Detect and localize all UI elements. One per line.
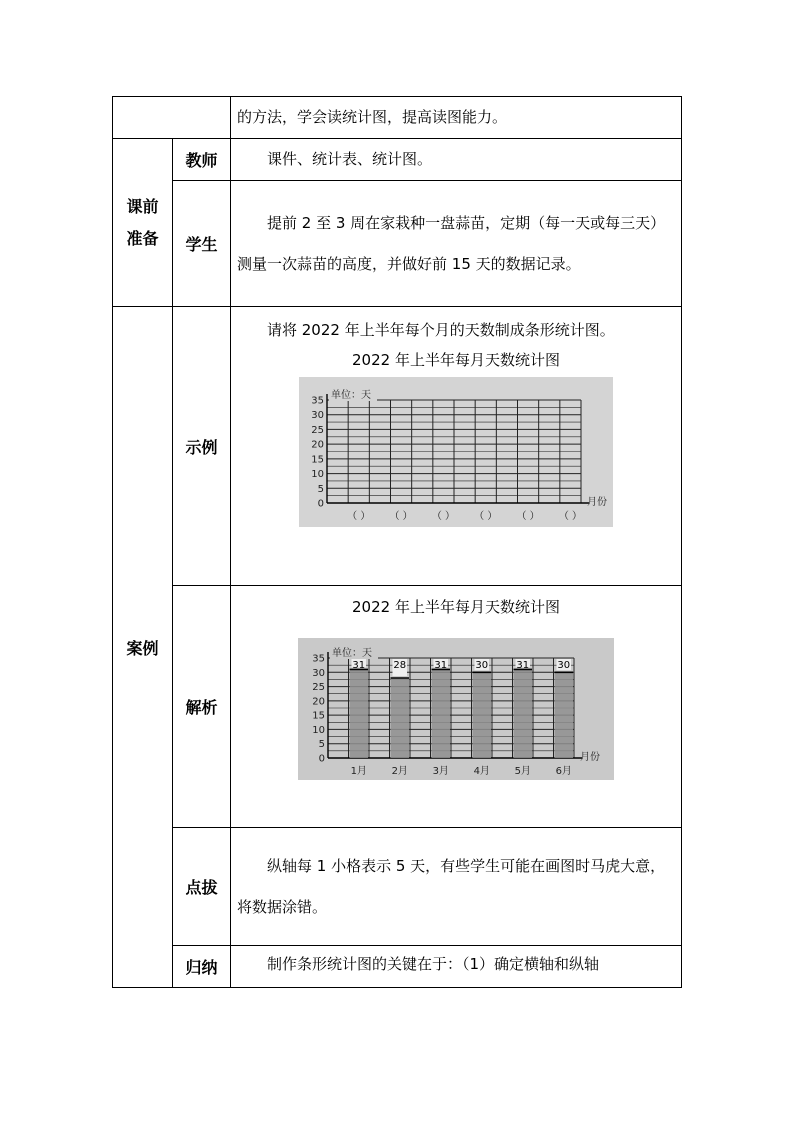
x-tick-label: 5月 (514, 766, 531, 777)
y-tick-label: 5 (318, 739, 325, 751)
y-tick-label: 35 (311, 395, 324, 407)
continued-text: 的方法，学会读统计图，提高读图能力。 (231, 97, 682, 139)
teacher-text: 课件、统计表、统计图。 (231, 139, 682, 181)
example-cell (231, 307, 682, 586)
analysis-chart (298, 638, 614, 780)
case-label: 案例 (113, 307, 173, 988)
bar (473, 672, 492, 758)
example-chart (299, 377, 613, 527)
lesson-plan-table (112, 96, 682, 988)
y-tick-label: 25 (311, 424, 324, 436)
summary-label: 归纳 (173, 946, 231, 988)
y-tick-label: 10 (311, 469, 324, 481)
example-row (113, 307, 682, 586)
bar (514, 669, 533, 758)
value-label: 30 (475, 660, 489, 671)
y-tick-label: 0 (317, 498, 324, 510)
example-label: 示例 (173, 307, 231, 586)
x-tick-label: （ ） (389, 511, 413, 522)
student-text: 提前 2 至 3 周在家栽种一盘蒜苗，定期（每一天或每三天）测量一次蒜苗的高度，并做好前 15 天的数据记录。 (231, 181, 682, 307)
y-tick-label: 15 (312, 710, 325, 722)
x-tick-label: 4月 (473, 766, 490, 777)
empty-cell (113, 97, 231, 139)
example-chart-title: 2022 年上半年每月天数统计图 (352, 351, 560, 369)
student-row (113, 181, 682, 307)
prep-label (113, 139, 173, 307)
analysis-label: 解析 (173, 586, 231, 828)
x-axis-label: 月份 (587, 497, 607, 508)
example-prompt: 请将 2022 年上半年每个月的天数制成条形统计图。 (267, 321, 615, 339)
value-label: 31 (434, 660, 448, 671)
x-tick-label: （ ） (558, 511, 583, 522)
value-label: 28 (393, 660, 407, 671)
x-tick-label: （ ） (431, 511, 456, 522)
y-tick-label: 0 (318, 753, 325, 765)
bar (391, 678, 410, 758)
teacher-label: 教师 (173, 139, 231, 181)
student-label: 学生 (173, 181, 231, 307)
x-tick-label: 1月 (350, 766, 367, 777)
bar (555, 672, 574, 758)
teacher-row (113, 139, 682, 181)
y-tick-label: 30 (312, 667, 325, 679)
x-tick-label: 2月 (391, 766, 408, 777)
unit-label: 单位：天 (332, 648, 372, 659)
x-axis-label: 月份 (580, 752, 600, 763)
y-tick-label: 35 (312, 653, 325, 665)
y-tick-label: 30 (311, 410, 324, 422)
analysis-row (113, 586, 682, 828)
summary-row (113, 946, 682, 988)
x-tick-label: （ ） (347, 511, 371, 522)
tip-row (113, 828, 682, 946)
value-label: 31 (516, 660, 530, 671)
y-tick-label: 20 (311, 439, 324, 451)
y-tick-label: 20 (312, 696, 325, 708)
x-tick-label: 3月 (432, 766, 449, 777)
summary-text: 制作条形统计图的关键在于：（1）确定横轴和纵轴 (231, 946, 682, 988)
tip-text: 纵轴每 1 小格表示 5 天，有些学生可能在画图时马虎大意，将数据涂错。 (231, 828, 682, 946)
prep-label-line2: 准备 (126, 228, 159, 248)
y-tick-label: 10 (312, 724, 325, 736)
y-tick-label: 15 (311, 454, 324, 466)
tip-label: 点拔 (173, 828, 231, 946)
prep-label-line1: 课前 (126, 196, 159, 216)
x-tick-label: （ ） (474, 511, 498, 522)
unit-label: 单位：天 (331, 390, 371, 401)
value-label: 31 (352, 660, 366, 671)
analysis-cell (231, 586, 682, 828)
x-tick-label: （ ） (516, 511, 540, 522)
y-tick-label: 25 (312, 682, 325, 694)
bar (432, 669, 451, 758)
y-tick-label: 5 (317, 483, 324, 495)
continued-row (113, 97, 682, 139)
bar (350, 669, 369, 758)
x-tick-label: 6月 (555, 766, 572, 777)
value-label: 30 (557, 660, 571, 671)
analysis-chart-title: 2022 年上半年每月天数统计图 (352, 598, 560, 616)
